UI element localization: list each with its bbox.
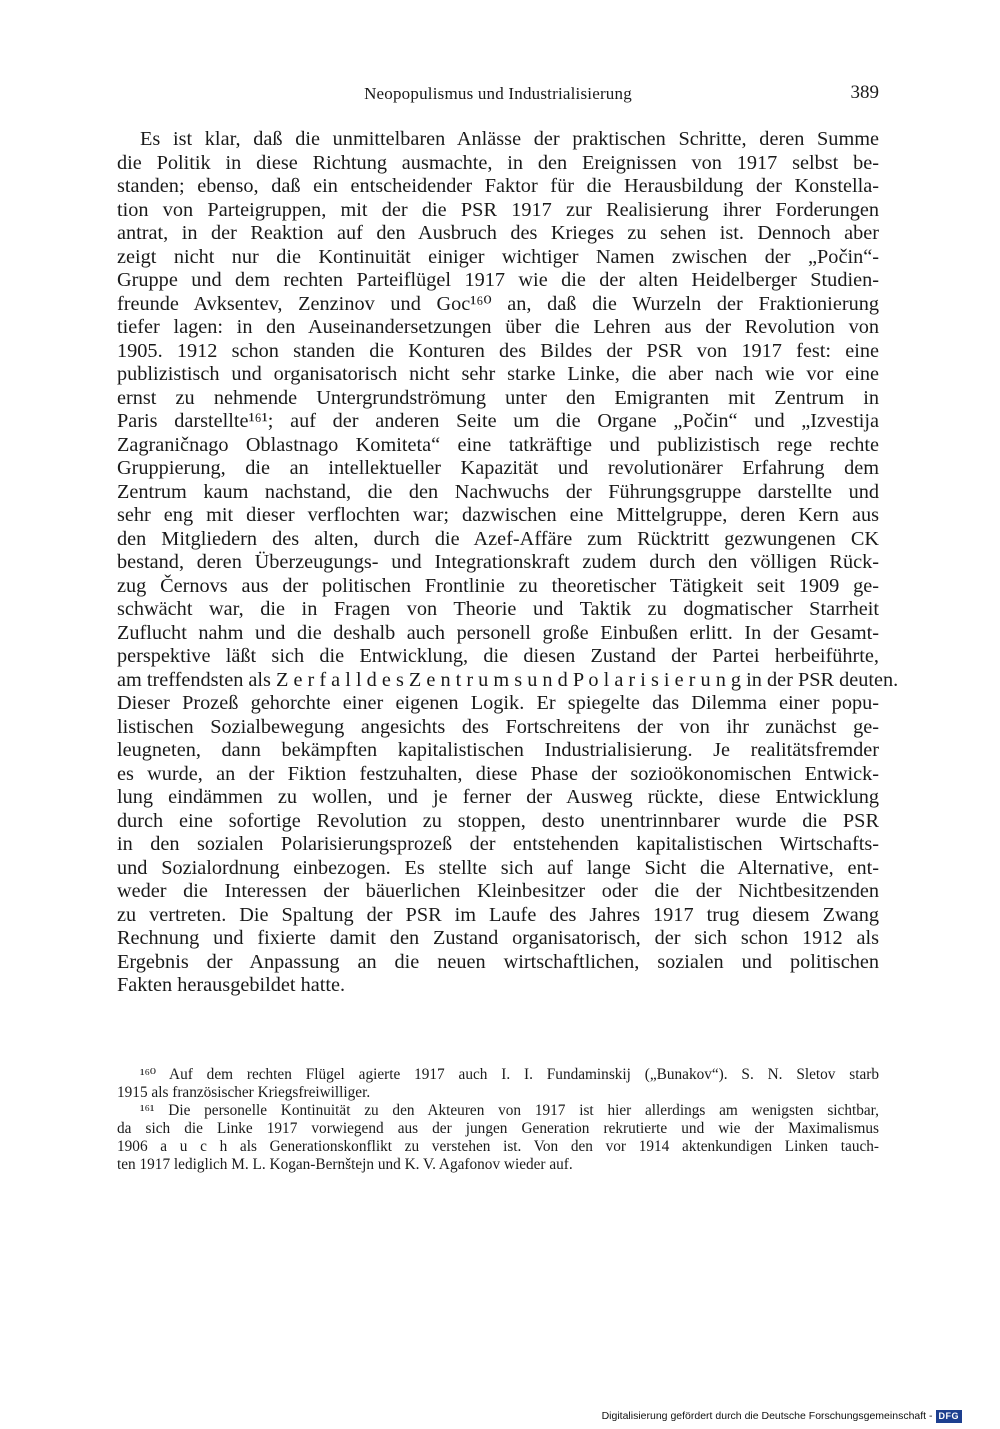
text-line: Dieser Prozeß gehorchte einer eigenen Logik. Er spiegelte das Dilemma einer popu-: [117, 692, 879, 714]
text-line: und Sozialordnung einbezogen. Es stellte sich auf lange Sicht die Alternative, ent-: [117, 856, 879, 879]
footnote: [117, 1102, 879, 1174]
text-line: in den sozialen Polarisierungsprozeß der entstehenden kapitalistischen Wirtschafts-: [117, 833, 879, 855]
text-line: tiefer lagen: in den Auseinandersetzungen über die Lehren aus der Revolution von: [117, 316, 879, 338]
text-line: tion von Parteigruppen, mit der die PSR 1917 zur Realisierung ihrer Forderungen: [117, 198, 879, 221]
footnote-line: da sich die Linke 1917 vorwiegend aus der jungen Generation rekrutierte und wie der Maximalismus: [117, 1120, 879, 1137]
running-title: Neopopulismus und Industrialisierung: [364, 84, 632, 103]
text-line: Paris darstellte¹⁶¹; auf der anderen Seite um die Organe „Počin“ und „Izvestija: [117, 410, 879, 432]
text-line: Zuflucht nahm und die deshalb auch personell große Einbußen erlitt. In der Gesamt-: [117, 621, 879, 644]
footnote-line: 1915 als französischer Kriegsfreiwilliger.: [117, 1084, 371, 1101]
text-line: 1905. 1912 schon standen die Konturen des Bildes der PSR von 1917 fest: eine: [117, 339, 879, 362]
text-line: sehr eng mit dieser verflochten war; dazwischen eine Mittelgruppe, deren Kern aus: [117, 504, 879, 526]
footnote-line: ten 1917 lediglich M. L. Kogan-Bernštejn und K. V. Agafonov wieder auf.: [117, 1156, 573, 1173]
text-line: die Politik in diese Richtung ausmachte, in den Ereignissen von 1917 selbst be-: [117, 151, 879, 174]
text-line: durch eine sofortige Revolution zu stoppen, desto unentrinnbarer wurde die PSR: [117, 809, 879, 832]
footnote: [117, 1066, 879, 1102]
text-line: zug Černovs aus der politischen Frontlinie zu theoretischer Tätigkeit seit 1909 ge-: [117, 574, 879, 597]
text-line: es wurde, an der Fiktion festzuhalten, diese Phase der sozioökonomischen Entwick-: [117, 762, 879, 785]
digitization-credit: [602, 1409, 962, 1423]
text-line: zu vertreten. Die Spaltung der PSR im Laufe des Jahres 1917 trug diesem Zwang: [117, 903, 879, 926]
footnote-line: 1906 a u c h als Generationskonflikt zu verstehen ist. Von den vor 1914 aktenkundigen Linken tauch-: [117, 1138, 879, 1155]
text-line: zeigt nicht nur die Kontinuität einiger wichtiger Namen zwischen der „Počin“-: [117, 245, 879, 268]
dfg-logo: DFG: [936, 1410, 963, 1423]
text-line: antrat, in der Reaktion auf den Ausbruch des Krieges zu sehen ist. Dennoch aber: [117, 222, 879, 244]
text-line: Gruppierung, die an intellektueller Kapazität und revolutionärer Erfahrung dem: [117, 457, 879, 479]
text-line: perspektive läßt sich die Entwicklung, die diesen Zustand der Partei herbeiführte,: [117, 645, 879, 667]
text-line: den Mitgliedern des alten, durch die Azef-Affäre zum Rücktritt gezwungenen CK: [117, 527, 879, 550]
text-line: Zagraničnago Oblastnago Komiteta“ eine tatkräftige und publizistisch rege rechte: [117, 433, 879, 456]
running-header: [117, 84, 879, 110]
page-number: 389: [850, 82, 879, 103]
text-line: ernst zu nehmende Untergrundströmung unter den Emigranten mit Zentrum in: [117, 386, 879, 409]
text-line: am treffendsten als Z e r f a l l d e s Z e n t r u m s u n d P o l a r i s i e r u n g in der PSR deuten.: [117, 668, 899, 691]
text-line: Fakten herausgebildet hatte.: [117, 974, 346, 996]
text-line: Gruppe und dem rechten Parteiflügel 1917 wie die der alten Heidelberger Studien-: [117, 269, 879, 291]
text-line: Ergebnis der Anpassung an die neuen wirtschaftlichen, sozialen und politischen: [117, 950, 879, 973]
text-line: standen; ebenso, daß ein entscheidender Faktor für die Herausbildung der Konstella-: [117, 175, 879, 197]
text-line: lung eindämmen zu wollen, und je ferner der Ausweg rückte, diese Entwicklung: [117, 786, 879, 808]
footnotes: [117, 1066, 879, 1174]
text-line: weder die Interessen der bäuerlichen Kleinbesitzer oder die der Nichtbesitzenden: [117, 880, 879, 902]
text-line: Rechnung und fixierte damit den Zustand organisatorisch, der sich schon 1912 als: [117, 927, 879, 949]
credit-text: Digitalisierung gefördert durch die Deutsche Forschungsgemeinschaft -: [601, 1410, 933, 1422]
text-line: Zentrum kaum nachstand, die den Nachwuchs der Führungsgruppe darstellte und: [117, 480, 879, 503]
text-line: leugneten, dann bekämpften kapitalistischen Industrialisierung. Je realitätsfremder: [117, 739, 879, 761]
text-line: freunde Avksentev, Zenzinov und Goc¹⁶⁰ an, daß die Wurzeln der Fraktionierung: [117, 292, 879, 315]
main-paragraph: [117, 128, 899, 998]
text-line: bestand, deren Überzeugungs- und Integrationskraft zudem durch den völligen Rück-: [117, 551, 879, 573]
text-line: listischen Sozialbewegung angesichts des Fortschreitens der von ihr zunächst ge-: [117, 715, 879, 738]
text-line: schwächt war, die in Fragen von Theorie und Taktik zu dogmatischer Starrheit: [117, 598, 879, 620]
footnote-line: ¹⁶¹ Die personelle Kontinuität zu den Akteuren von 1917 ist hier allerdings am wenigsten sichtbar,: [140, 1102, 879, 1119]
text-line: publizistisch und organisatorisch nicht sehr starke Linke, die aber nach wie vor eine: [117, 363, 879, 385]
text-line: Es ist klar, daß die unmittelbaren Anlässe der praktischen Schritte, deren Summe: [140, 128, 879, 150]
footnote-line: ¹⁶⁰ Auf dem rechten Flügel agierte 1917 auch I. I. Fundaminskij („Bunakov“). S. N. Sletov starb: [140, 1066, 879, 1083]
